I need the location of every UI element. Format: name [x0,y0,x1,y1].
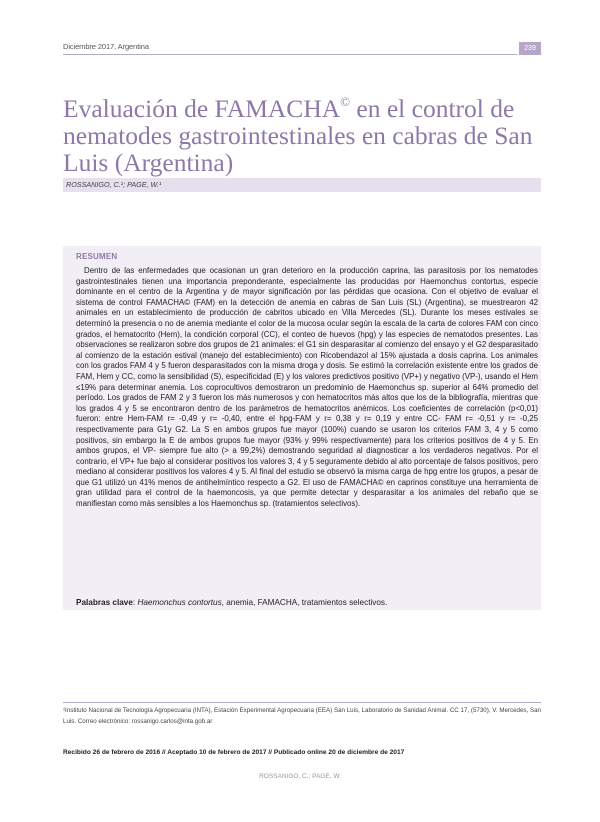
authors-bar [63,178,541,192]
issue-date: Diciembre 2017, Argentina [63,42,149,51]
keyword-species: Haemonchus contortus [137,598,222,607]
abstract-heading: RESUMEN [76,252,118,261]
page-header [63,42,541,56]
title-copyright-mark: © [340,94,351,109]
page-number: 239 [519,42,541,55]
title-main: Evaluación de FAMACHA [63,94,341,123]
title-rest: en el control de nematodes gastrointestinales en cabras de San Luis (Argentina) [63,94,533,177]
keywords-rest: , anemia, FAMACHA, tratamientos selectivos. [221,598,388,607]
header-rule [63,54,517,55]
affiliation-footnote: ¹Instituto Nacional de Tecnología Agropecuaria (INTA), Estación Experimental Agropecuaria (EEA) San Luis, Laboratorio de Sanidad Animal. CC 17, (5730), V. Mercedes, San Luis. Correo electrónico: rossanigo.carlos@inta.gob.ar [63,707,541,725]
article-title [63,88,543,176]
keywords: Palabras clave: Haemonchus contortus, anemia, FAMACHA, tratamientos selectivos. [76,598,388,607]
abstract-box [63,246,541,610]
abstract-text: Dentro de las enfermedades que ocasionan un gran deterioro en la producción caprina, las parasitosis por los nematodes gastrointestinales tienen una importancia preponderante, especialmente las producidas por Haemonchus contortus, especie dominante en el centro de la Argentina y de mayor significación por las pérdidas que ocasiona. Con el objetivo de evaluar el sistema de control FAMACHA© (FAM) en la detección de anemia en cabras de San Luis (SL) (Argentina), se muestrearon 42 animales en un establecimiento de producción de cabritos ubicado en Villa Mercedes (SL). Durante los meses estivales se determinó la presencia o no de anemia mediante el color de la mucosa ocular según la escala de la carta de colores FAM con cinco grados, el hematocrito (Hem), la condición corporal (CC), el conteo de huevos (hpg) y las especies de nematodos presentes. Las observaciones se realizaron sobre dos grupos de 21 animales: el G1 sin desparasitar al comienzo del ensayo y el G2 desparasitado al comienzo de la estación estival (manejo del establecimiento) con Ricobendazol al 15% ajustada a dosis caprina. Los animales con los grados FAM 4 y 5 fueron desparasitados con la misma droga y dosis. Se estimó la correlación existente entre los grados de FAM, Hem y CC, como la sensibilidad (S), especificidad (E) y los valores predictivos positivo (VP+) y negativo (VP-), usando el Hem ≤19% para determinar anemia. Los coprocultivos demostraron un predominio de Haemonchus sp. superior al 64% promedio del período. Los grados de FAM 2 y 3 fueron los más numerosos y con hematocritos más altos que los de la bibliografía, mientras que los grados 4 y 5 se encontraron dentro de los parámetros de hematocritos anémicos. Los coeficientes de correlación (p<0,01) fueron: entre Hem-FAM r= -0,49 y r= -0,40, entre el hpg-FAM y r= 0,38 y r= 0,19 y entre CC- FAM r= -0,51 y r= -0,25 respectivamente para G1y G2. La S en ambos grupos fue mayor (100%) cuando se usaron los criterios FAM 3, 4 y 5 como positivos, sin embargo la E de ambos grupos fue mayor (93% y 99% respectivamente) para los criterios positivos de 4 y 5. En ambos grupos, el VP- siempre fue alto (> a 99,2%) demostrando seguridad al diagnosticar a los verdaderos negativos. Por el contrario, el VP+ fue bajo al considerar positivos los valores 3, 4 y 5 seguramente debido al alto porcentaje de falsos positivos, pero mediano al considerar positivos los valores 4 y 5. Al final del estudio se observó la misma carga de hpg entre los grupos, a pesar de que G1 utilizó un 41% menos de antihelmíntico respecto a G2. El uso de FAMACHA© en caprinos constituye una herramienta de gran utilidad para el control de la haemoncosis, ya que permite detectar y desparasitar a los animales del rebaño que se manifiestan como más sensibles a los Haemonchus sp. (tratamientos selectivos). [76,266,538,509]
footnote-rule [63,702,541,703]
keywords-label: Palabras clave [76,598,133,607]
authors: ROSSANIGO, C.¹; PAGE, W.¹ [66,180,162,189]
running-footer: ROSSANIGO, C.; PAGE, W. [259,773,341,780]
publication-dates: Recibido 26 de febrero de 2016 // Aceptado 10 de febrero de 2017 // Publicado online 20 de diciembre de 2017 [63,749,405,756]
